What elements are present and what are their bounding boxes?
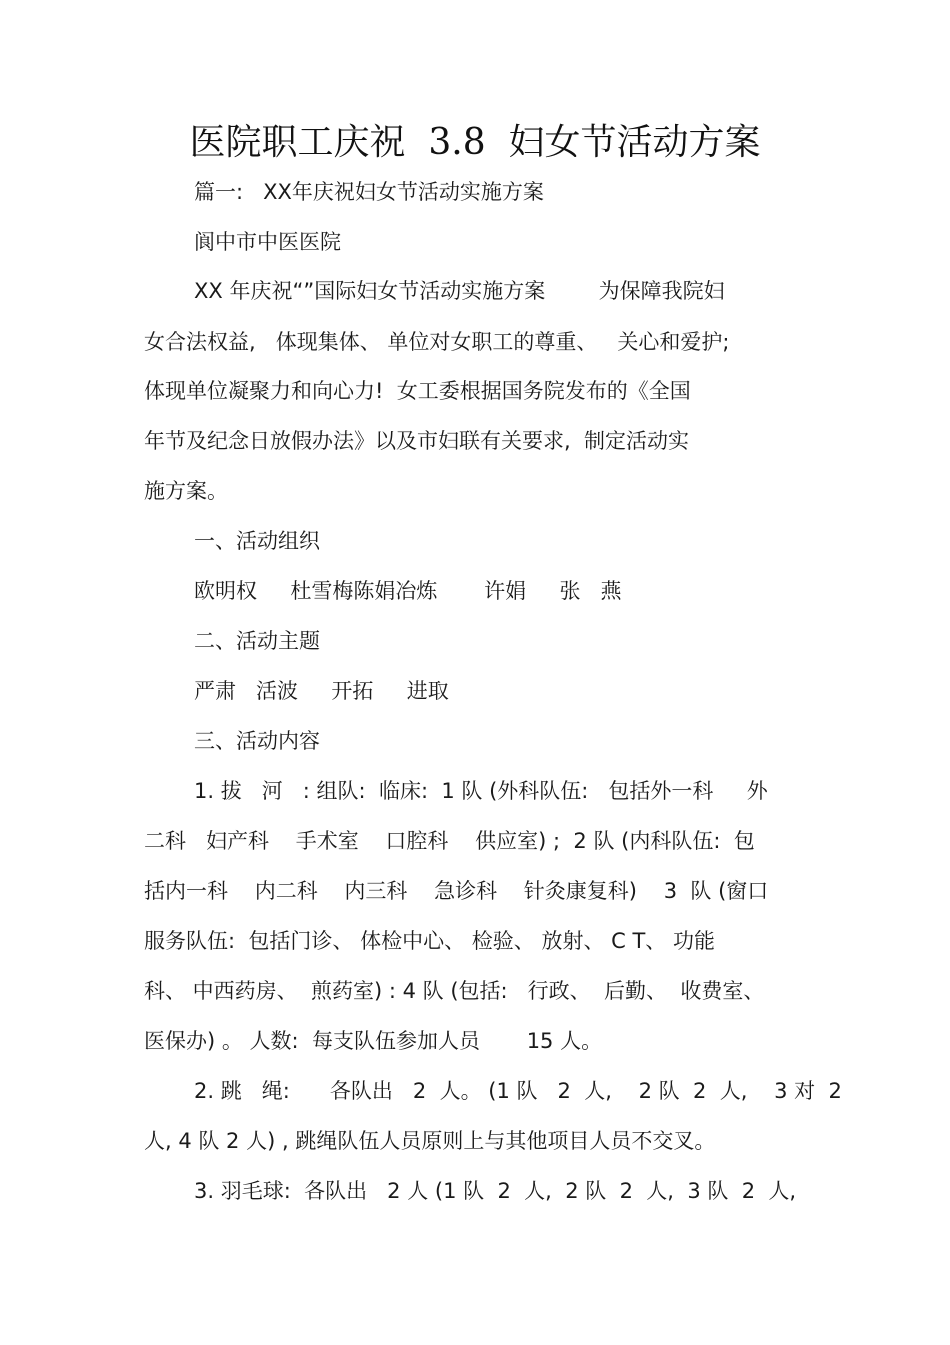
paragraph-line: 二科 妇产科 手术室 口腔科 供应室) ; 2 队 (内科队伍: 包 bbox=[144, 829, 755, 853]
section-heading: 三、活动内容 bbox=[194, 729, 320, 753]
paragraph-line: 人, 4 队 2 人) , 跳绳队伍人员原则上与其他项目人员不交叉。 bbox=[144, 1129, 716, 1153]
paragraph-line: 3. 羽毛球: 各队出 2 人 (1 队 2 人, 2 队 2 人, 3 队 2 人, bbox=[194, 1179, 797, 1203]
section-heading: 一、活动组织 bbox=[194, 529, 320, 553]
paragraph-line: 女合法权益, 体现集体、 单位对女职工的尊重、 关心和爱护; bbox=[144, 330, 730, 354]
subtitle-line: 篇一: XX年庆祝妇女节活动实施方案 bbox=[194, 180, 544, 204]
hospital-name-line: 阆中市中医医院 bbox=[194, 230, 341, 254]
paragraph-line: 施方案。 bbox=[144, 479, 228, 503]
theme-line: 严肃 活波 开拓 进取 bbox=[194, 679, 449, 703]
paragraph-line: 医保办) 。 人数: 每支队伍参加人员 15 人。 bbox=[144, 1029, 603, 1053]
paragraph-line: 1. 拔 河 : 组队: 临床: 1 队 (外科队伍: 包括外一科 外 bbox=[194, 779, 768, 803]
names-line: 欧明权 杜雪梅陈娟冶炼 许娟 张 燕 bbox=[194, 579, 622, 603]
paragraph-line: 2. 跳 绳: 各队出 2 人。 (1 队 2 人, 2 队 2 人, 3 对 2 bbox=[194, 1079, 842, 1103]
paragraph-line: 年节及纪念日放假办法》以及市妇联有关要求, 制定活动实 bbox=[144, 429, 690, 453]
paragraph-line: 服务队伍: 包括门诊、 体检中心、 检验、 放射、 C T、 功能 bbox=[144, 929, 715, 953]
paragraph-line: XX 年庆祝“”国际妇女节活动实施方案 为保障我院妇 bbox=[194, 279, 725, 303]
paragraph-line: 科、 中西药房、 煎药室) : 4 队 (包括: 行政、 后勤、 收费室、 bbox=[144, 979, 765, 1003]
document-title: 医院职工庆祝 3.8 妇女节活动方案 bbox=[189, 122, 761, 163]
section-heading: 二、活动主题 bbox=[194, 629, 320, 653]
paragraph-line: 体现单位凝聚力和向心力! 女工委根据国务院发布的《全国 bbox=[144, 379, 691, 403]
paragraph-line: 括内一科 内二科 内三科 急诊科 针灸康复科) 3 队 (窗口 bbox=[144, 879, 769, 903]
